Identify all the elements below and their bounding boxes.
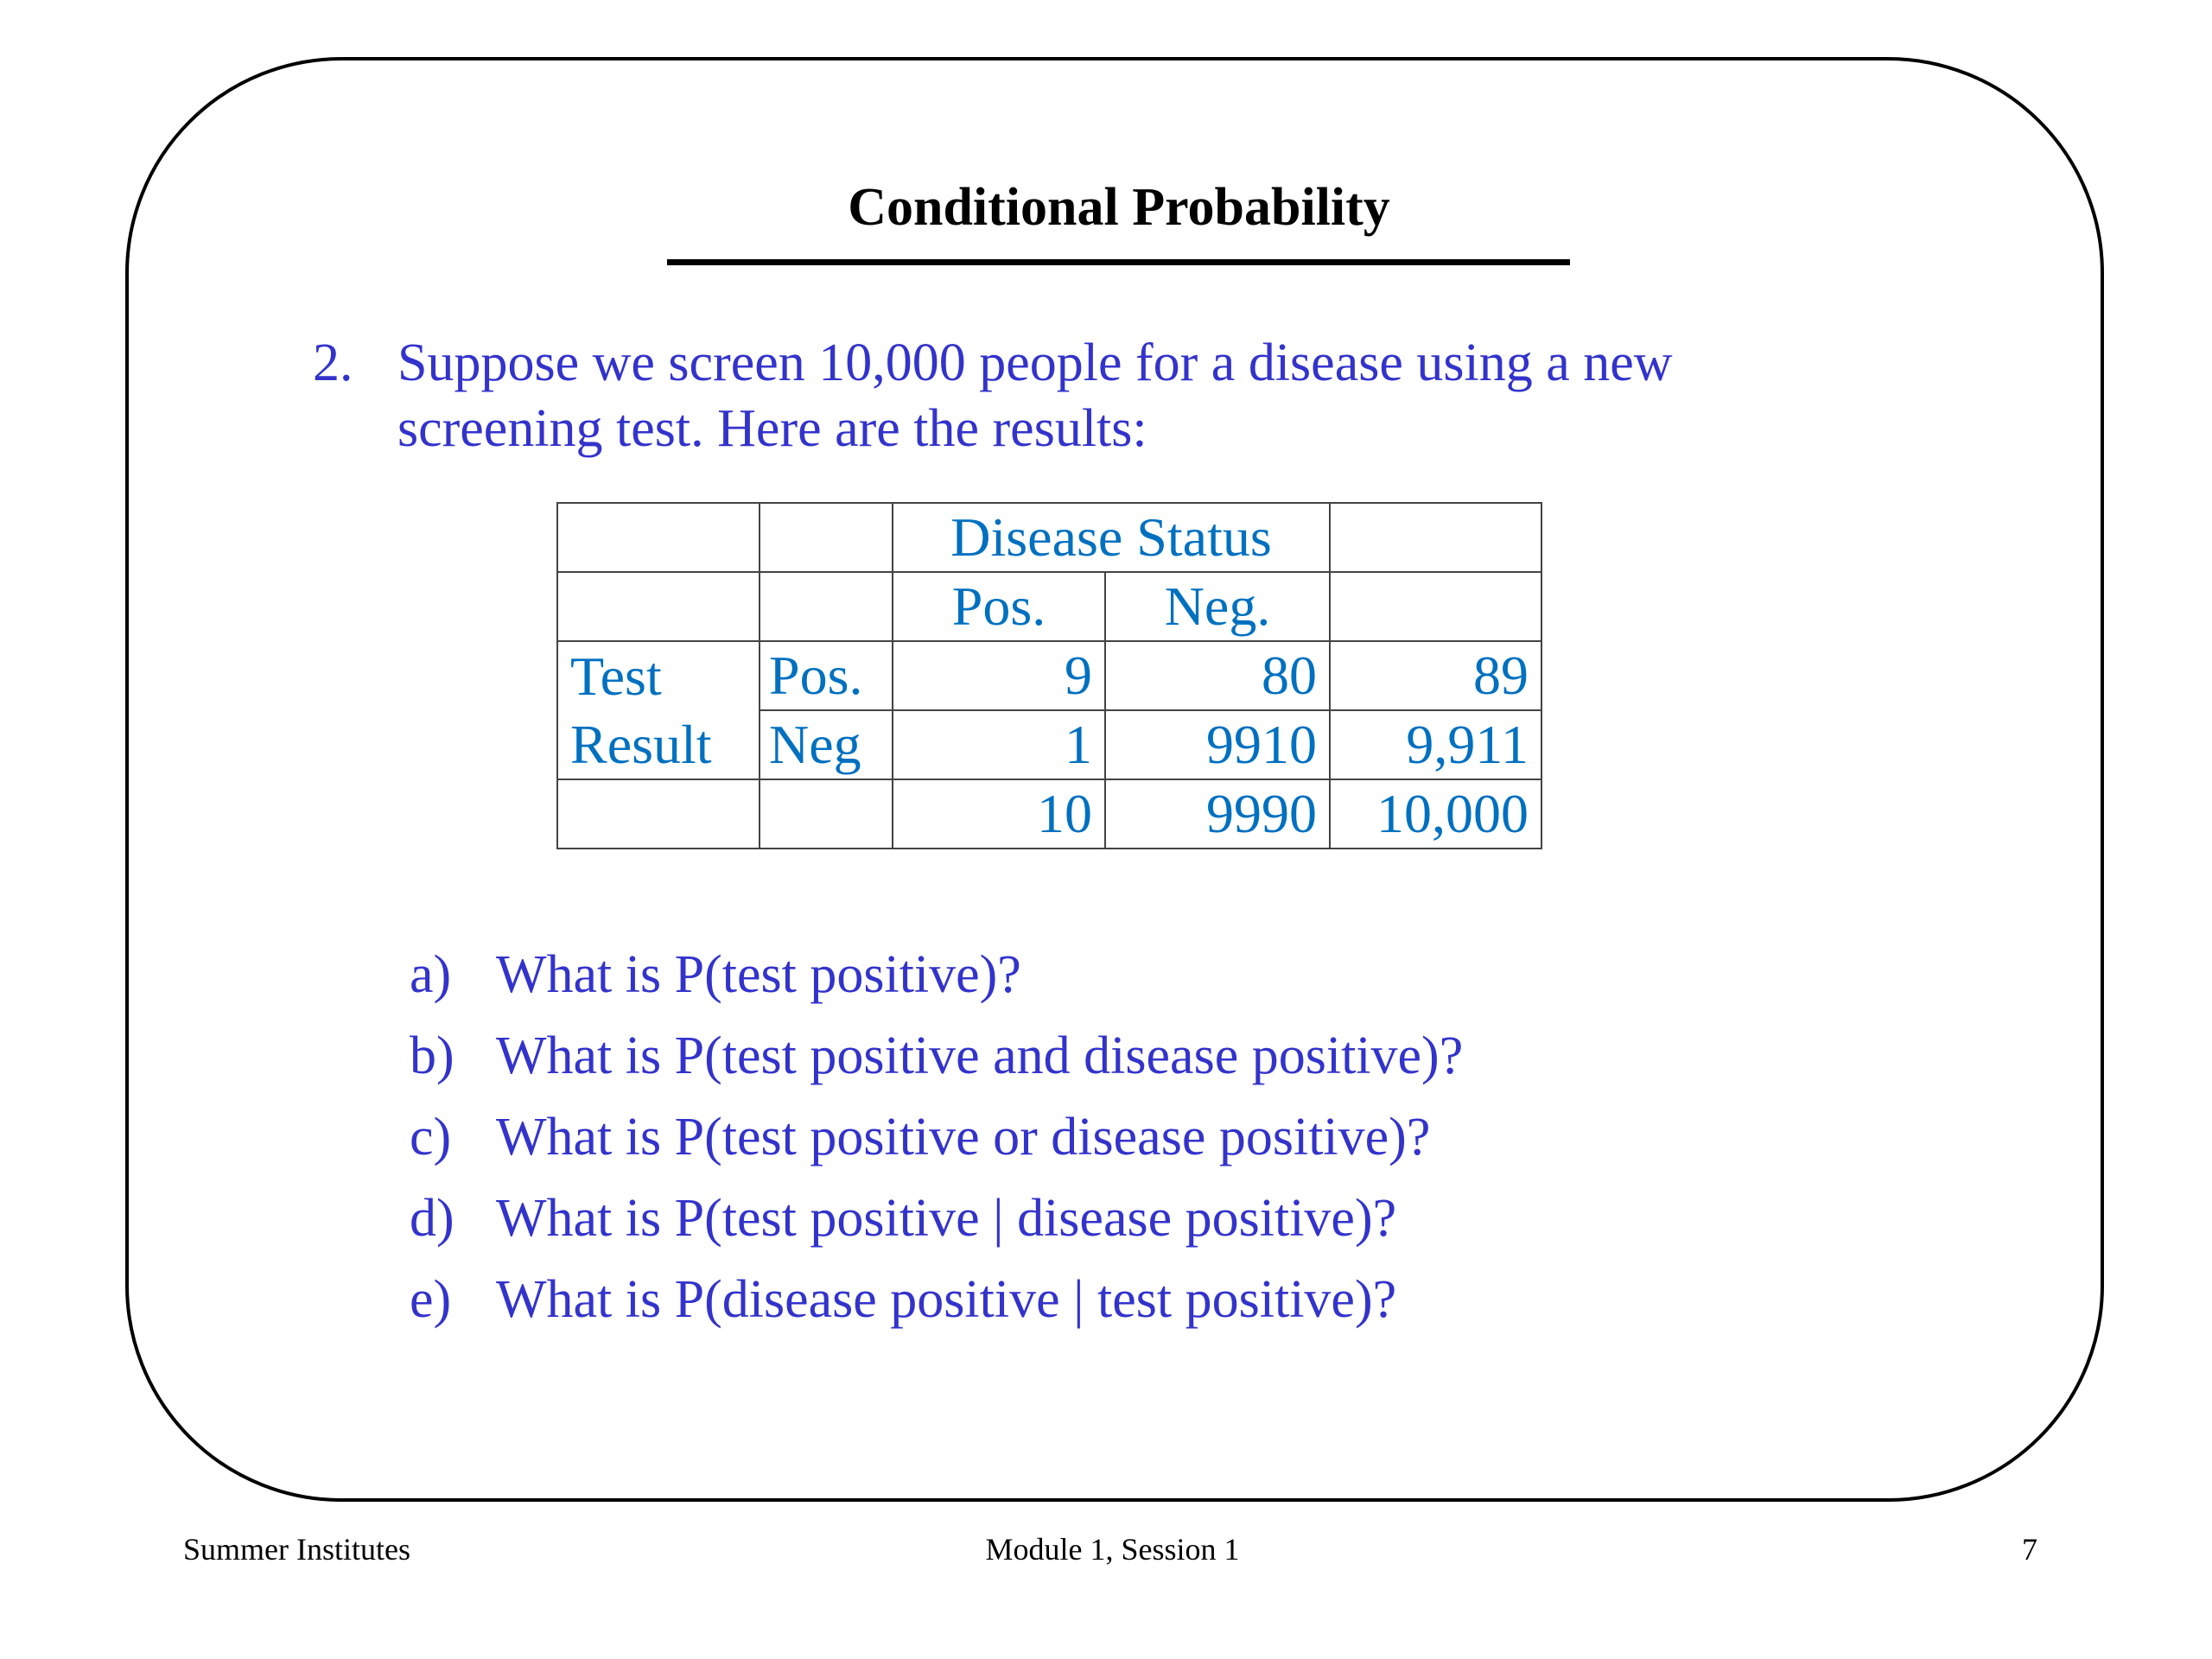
question-label: b) [410, 1027, 454, 1085]
cell-neg-total: 9,911 [1330, 710, 1541, 779]
col-header-pos: Pos. [893, 572, 1105, 641]
question-text: What is P(test positive)? [496, 945, 1021, 1004]
question-label: c) [410, 1108, 452, 1166]
table-cell-empty [557, 779, 760, 849]
question-label: d) [410, 1189, 454, 1248]
disease-status-header: Disease Status [893, 503, 1330, 572]
intro-text: Suppose we screen 10,000 people for a disease using a new screening test. Here are the results: [397, 334, 1673, 458]
row-group-label-test: Test [557, 641, 760, 710]
table-header-row [557, 503, 1541, 572]
title-underline [667, 259, 1570, 265]
table-row [557, 641, 1541, 710]
col-header-neg: Neg. [1105, 572, 1330, 641]
table-subheader-row [557, 572, 1541, 641]
cell-pos-neg: 80 [1105, 641, 1330, 710]
row-group-label-result: Result [557, 710, 760, 779]
table-cell-empty [760, 572, 893, 641]
table-cell-empty [760, 503, 893, 572]
table-totals-row [557, 779, 1541, 849]
results-table [556, 502, 1542, 849]
table-cell-empty [760, 779, 893, 849]
total-pos: 10 [893, 779, 1105, 849]
total-neg: 9990 [1105, 779, 1330, 849]
question-text: What is P(test positive and disease positive)? [496, 1027, 1464, 1085]
footer-module: Module 1, Session 1 [985, 1532, 1240, 1567]
table-row [557, 710, 1541, 779]
row-label-neg: Neg [760, 710, 893, 779]
cell-pos-pos: 9 [893, 641, 1105, 710]
footer-page-number: 7 [2022, 1532, 2037, 1567]
grand-total: 10,000 [1330, 779, 1541, 849]
slide-title: Conditional Probability [848, 178, 1390, 237]
cell-neg-neg: 9910 [1105, 710, 1330, 779]
table-cell-empty [1330, 503, 1541, 572]
cell-neg-pos: 1 [893, 710, 1105, 779]
question-label: e) [410, 1270, 452, 1329]
question-text: What is P(test positive or disease positive)? [496, 1108, 1431, 1166]
question-text: What is P(test positive | disease positive)? [496, 1189, 1397, 1248]
cell-pos-total: 89 [1330, 641, 1541, 710]
question-label: a) [410, 945, 452, 1004]
row-label-pos: Pos. [760, 641, 893, 710]
question-text: What is P(disease positive | test positive)? [496, 1270, 1397, 1329]
table-cell-empty [1330, 572, 1541, 641]
table-cell-empty [557, 503, 760, 572]
table-cell-empty [557, 572, 760, 641]
intro-number: 2. [313, 334, 353, 392]
footer-institution: Summer Institutes [183, 1532, 410, 1567]
